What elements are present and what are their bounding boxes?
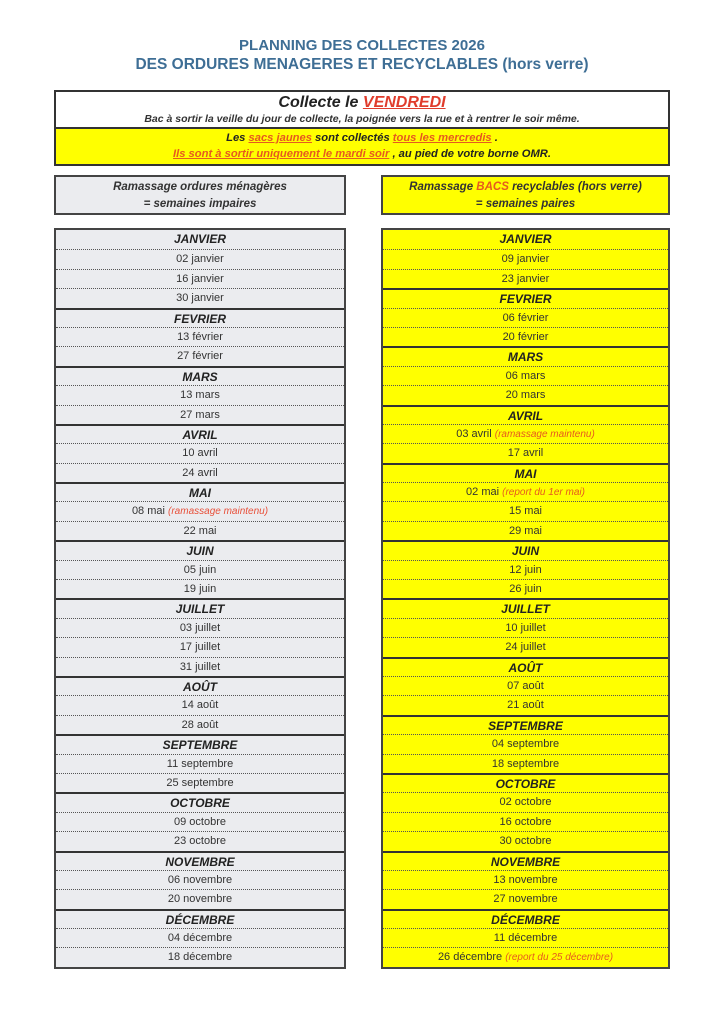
date-note: (ramassage maintenu)	[494, 428, 595, 440]
collection-date-row	[56, 695, 344, 714]
date-label: 30 janvier	[176, 292, 224, 305]
collection-date-row	[383, 889, 668, 908]
month-header	[56, 598, 344, 617]
collection-date-row	[56, 928, 344, 947]
month-header	[383, 657, 668, 676]
date-label: 29 mai	[508, 524, 543, 537]
date-note: (report du 1er mai)	[502, 487, 585, 499]
collection-date-row	[383, 928, 668, 947]
month-label: FEVRIER	[499, 292, 552, 307]
month-label: MARS	[507, 350, 544, 365]
collection-date-row	[56, 579, 344, 598]
title-line-1: PLANNING DES COLLECTES 2026	[239, 37, 485, 54]
date-label: 02 janvier	[176, 253, 224, 266]
collection-date-row	[56, 405, 344, 424]
month-header	[383, 851, 668, 870]
collection-date-row	[383, 443, 668, 462]
collection-date-row	[383, 792, 668, 811]
collection-date-row	[56, 657, 344, 676]
month-header	[56, 482, 344, 501]
date-label: 14 août	[181, 699, 219, 712]
collection-day-heading	[56, 92, 668, 112]
date-label: 17 avril	[507, 447, 544, 460]
collection-date-row	[383, 560, 668, 579]
collection-date-row	[56, 463, 344, 482]
date-label: 30 octobre	[499, 835, 552, 848]
month-label: AOÛT	[183, 679, 217, 694]
month-header	[56, 366, 344, 385]
month-header	[383, 288, 668, 307]
date-label: 20 novembre	[167, 893, 233, 906]
collection-date-row	[56, 288, 344, 307]
month-label: OCTOBRE	[495, 776, 556, 791]
date-note: (report du 25 décembre)	[505, 952, 614, 964]
month-header	[56, 676, 344, 695]
date-label: 31 juillet	[179, 660, 221, 673]
yellow-bags-line-1	[56, 130, 668, 146]
collection-date-row	[56, 443, 344, 462]
collection-date-row	[383, 424, 668, 443]
collection-date-row	[383, 947, 668, 966]
collection-date-row	[383, 870, 668, 889]
date-label: 17 juillet	[179, 641, 221, 654]
month-label: DÉCEMBRE	[165, 912, 235, 927]
month-label: OCTOBRE	[170, 796, 230, 811]
bac-instruction: Bac à sortir la veille du jour de collecte, la poignée vers la rue et à rentrer le soir même.	[144, 113, 580, 125]
month-label: JANVIER	[499, 232, 552, 246]
month-header	[383, 598, 668, 617]
date-label: 15 mai	[508, 505, 543, 518]
date-label: 24 avril	[182, 466, 218, 479]
text: Les	[226, 132, 249, 144]
collection-date-row	[56, 269, 344, 288]
date-label: 11 septembre	[166, 757, 234, 770]
text: , au pied de votre borne OMR.	[389, 148, 551, 160]
collection-date-row	[56, 773, 344, 792]
month-header	[383, 715, 668, 734]
collection-date-row	[383, 366, 668, 385]
date-label: 04 septembre	[491, 738, 560, 751]
collection-date-row	[56, 346, 344, 365]
date-label: 09 octobre	[174, 815, 226, 828]
collection-date-row	[56, 501, 344, 520]
date-label: 16 janvier	[176, 272, 224, 285]
collection-date-row	[383, 385, 668, 404]
date-label: 12 juin	[509, 563, 542, 576]
collection-date-row	[56, 385, 344, 404]
date-label: 06 mars	[505, 369, 546, 382]
collection-date-row	[383, 637, 668, 656]
date-label: 20 mars	[505, 389, 546, 402]
date-note: (ramassage maintenu)	[168, 506, 269, 518]
month-label: JANVIER	[173, 232, 226, 246]
month-header	[56, 308, 344, 327]
month-label: AVRIL	[182, 427, 218, 442]
month-label: FEVRIER	[173, 311, 226, 326]
month-header	[56, 909, 344, 928]
collection-date-row	[383, 676, 668, 695]
recyclables-title	[383, 179, 668, 196]
month-label: SEPTEMBRE	[162, 738, 238, 753]
collection-date-row	[383, 618, 668, 637]
date-label: 27 mars	[180, 408, 220, 421]
collection-date-row	[383, 327, 668, 346]
text: recyclables (hors verre)	[508, 181, 642, 193]
page-title	[0, 36, 724, 75]
date-label: 10 avril	[182, 447, 218, 460]
month-header	[56, 424, 344, 443]
date-label: 27 novembre	[493, 893, 558, 906]
date-label: 02 octobre	[499, 796, 552, 809]
text: .	[491, 132, 498, 144]
month-label: NOVEMBRE	[165, 854, 235, 869]
collection-date-row	[383, 831, 668, 850]
household-waste-title: Ramassage ordures ménagères	[113, 181, 287, 193]
collection-date-row	[383, 308, 668, 327]
recyclables-header	[381, 175, 670, 215]
date-label: 20 février	[502, 330, 549, 343]
collection-date-row	[383, 269, 668, 288]
collection-date-row	[383, 812, 668, 831]
month-header	[383, 405, 668, 424]
text: sont collectés	[311, 132, 393, 144]
yellow-bags-label: sacs jaunes	[248, 132, 312, 144]
collection-date-row	[56, 521, 344, 540]
date-label: 08 mai	[131, 505, 169, 518]
collection-date-row	[56, 831, 344, 850]
collection-day: VENDREDI	[362, 94, 446, 111]
date-label: 28 août	[181, 718, 219, 731]
household-waste-weeks: = semaines impaires	[143, 198, 257, 210]
date-label: 09 janvier	[501, 253, 550, 266]
month-label: DÉCEMBRE	[491, 912, 560, 927]
collection-date-row	[56, 947, 344, 966]
date-label: 25 septembre	[166, 776, 234, 789]
date-label: 26 juin	[509, 583, 542, 596]
date-label: 18 septembre	[491, 757, 560, 770]
date-label: 21 août	[507, 699, 544, 712]
date-label: 13 février	[177, 330, 223, 343]
date-label: 06 février	[502, 311, 549, 324]
date-label: 10 juillet	[505, 621, 546, 634]
collection-date-row	[383, 734, 668, 753]
month-header	[56, 792, 344, 811]
month-header	[383, 540, 668, 559]
date-label: 18 décembre	[167, 951, 233, 964]
month-label: MAI	[514, 466, 537, 481]
month-label: MAI	[189, 486, 211, 501]
collection-date-row	[56, 249, 344, 268]
collection-info-box	[54, 90, 670, 166]
yellow-bags-info	[56, 129, 668, 164]
collection-date-row	[56, 560, 344, 579]
bac-info	[56, 92, 668, 129]
date-label: 13 novembre	[493, 873, 558, 886]
date-label: 23 janvier	[501, 272, 550, 285]
date-label: 27 février	[177, 350, 223, 363]
month-label: JUIN	[186, 544, 214, 559]
date-label: 04 décembre	[167, 932, 233, 945]
date-label: 22 mai	[183, 524, 217, 537]
recyclables-schedule	[381, 228, 670, 969]
collection-date-row	[56, 870, 344, 889]
month-header	[56, 230, 344, 249]
month-label: JUILLET	[175, 602, 225, 617]
date-label: 02 mai	[466, 486, 503, 499]
bacs-label: BACS	[476, 181, 509, 193]
yellow-bags-line-2	[56, 146, 668, 162]
month-label: JUILLET	[501, 602, 550, 617]
collection-date-row	[56, 812, 344, 831]
month-header	[383, 230, 668, 249]
month-header	[383, 346, 668, 365]
collection-date-row	[383, 754, 668, 773]
collection-day-prefix: Collecte le	[278, 94, 363, 111]
month-label: NOVEMBRE	[490, 854, 561, 869]
collection-date-row	[56, 637, 344, 656]
collection-date-row	[383, 695, 668, 714]
collection-date-row	[56, 327, 344, 346]
month-header	[56, 540, 344, 559]
month-label: SEPTEMBRE	[488, 718, 563, 733]
month-label: AVRIL	[507, 408, 544, 423]
date-label: 05 juin	[183, 563, 217, 576]
date-label: 26 décembre	[437, 951, 506, 964]
household-waste-header	[54, 175, 346, 215]
date-label: 03 juillet	[179, 621, 221, 634]
date-label: 19 juin	[183, 583, 217, 596]
date-label: 07 août	[507, 679, 544, 692]
month-header	[56, 851, 344, 870]
title-line-2: DES ORDURES MENAGERES ET RECYCLABLES (hors verre)	[135, 56, 589, 73]
date-label: 03 avril	[456, 427, 495, 440]
collection-date-row	[383, 482, 668, 501]
collection-date-row	[56, 715, 344, 734]
month-label: MARS	[182, 369, 218, 384]
month-label: JUIN	[511, 544, 540, 559]
collection-date-row	[383, 579, 668, 598]
date-label: 06 novembre	[167, 873, 233, 886]
collection-date-row	[383, 249, 668, 268]
collection-date-row	[56, 618, 344, 637]
household-waste-schedule	[54, 228, 346, 969]
date-label: 23 octobre	[174, 835, 226, 848]
month-label: AOÛT	[508, 660, 543, 675]
date-label: 11 décembre	[493, 932, 558, 945]
yellow-bags-timing: Ils sont à sortir uniquement le mardi soir	[173, 148, 390, 160]
collection-date-row	[383, 501, 668, 520]
month-header	[56, 734, 344, 753]
yellow-bags-day: tous les mercredis	[392, 132, 492, 144]
collection-date-row	[383, 521, 668, 540]
collection-date-row	[56, 889, 344, 908]
month-header	[383, 463, 668, 482]
month-header	[383, 773, 668, 792]
date-label: 16 octobre	[499, 815, 552, 828]
date-label: 24 juillet	[505, 641, 546, 654]
text: Ramassage	[409, 181, 477, 193]
recyclables-weeks: = semaines paires	[475, 198, 576, 210]
month-header	[383, 909, 668, 928]
collection-date-row	[56, 754, 344, 773]
date-label: 13 mars	[180, 389, 220, 402]
